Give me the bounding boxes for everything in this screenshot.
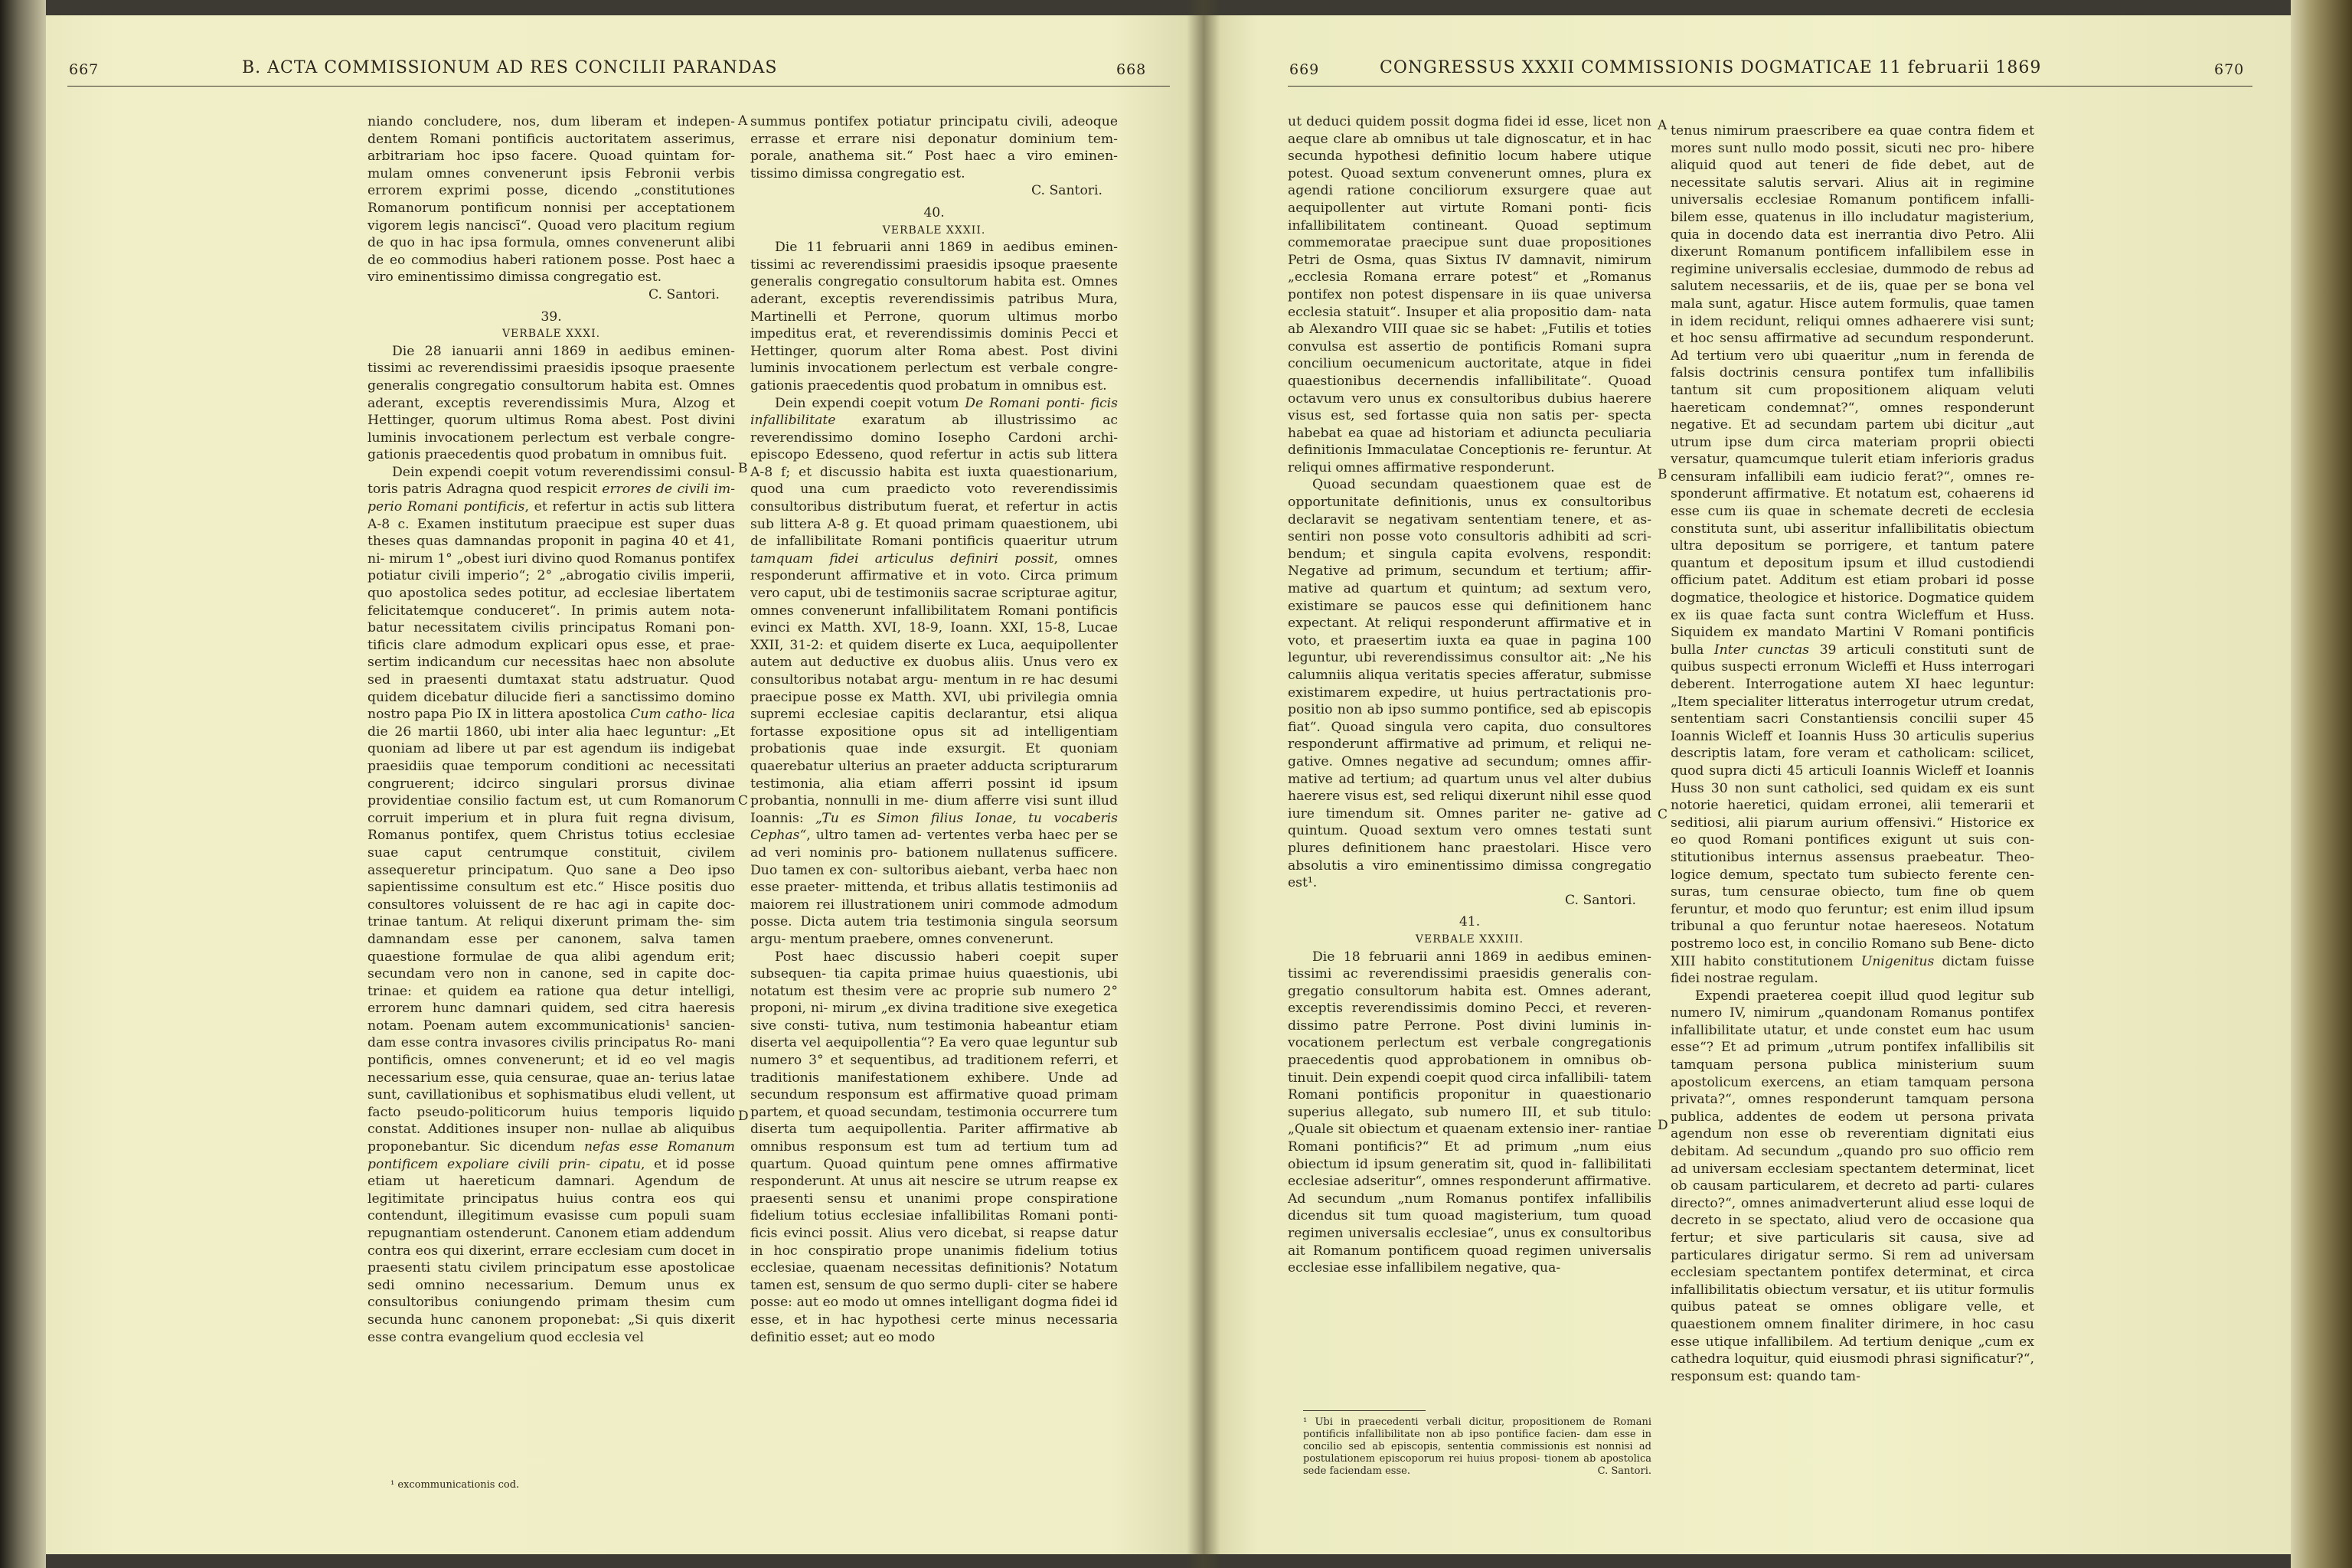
footnote-rule [1303,1410,1426,1411]
paragraph: Die 28 ianuarii anni 1869 in aedibus eminen- tissimi ac reverendissimi praesidis ipsoque praesente generalis congregatio consultorum habita est. Omnes aderant, exceptis reverendissimis Mura, Alzog et Hettinger, quorum ultimus Roma abest. Post divini luminis invocationem perlectum est verbale congre- gationis praecedentis quod probatum in omnibus fuit. [368,343,735,463]
margin-marker-b: B [738,461,748,476]
book-gutter [1187,0,1220,1568]
section-title: VERBALE XXXIII. [1415,933,1524,946]
left-page-header [67,55,1170,87]
section-number: 39. [541,309,562,325]
paragraph: ut deduci quidem possit dogma fidei id esse, licet non aeque clare ab omnibus ut tale dignoscatur, et in hac secunda hypothesi definitio locum habere utique potest. Quoad sextum convenerunt omnes, plura ex agendi ratione conciliorum exsurgere quae aut aequipollenter aut virtute Romani ponti- ficis infallibilitatem contineant. Quoad septimum commemoratae praecipue sunt duae propositiones Petri de Osma, quas Sixtus IV damnavit, nimirum „ecclesia Romana errare potest“ et „Romanus pontifex non potest dispensare in iis quae universa ecclesia statuit“. Insuper et alia propositio dam- nata ab Alexandro VIII quae sic se habet: „Futilis et toties convulsa est assertio de pontificis Romani supra concilium oecumenicum auctoritate, atque in fidei quaestionibus decernendis infallibilitate“. Quoad octavum vero unus ex consultoribus dubius haerere visus est, sed fortasse quia non satis per- specta habebat ea quae ad historiam et adiuncta peculiaria definitionis Immaculatae Conceptionis re- feruntur. At reliqui omnes affirmative responderunt. [1288,114,1651,475]
margin-marker-a: A [1658,118,1668,133]
page-number-667: 667 [69,61,100,78]
left-page [46,15,1204,1554]
margin-marker-a: A [738,113,748,129]
margin-marker-d: D [738,1109,749,1124]
section-title: VERBALE XXXII. [882,224,986,237]
footnote-signature: C. Santori. [1597,1465,1651,1477]
book-edge-left [0,0,46,1568]
page-number-669: 669 [1289,61,1320,78]
page-number-670: 670 [2214,61,2245,78]
section-number: 41. [1459,914,1481,930]
right-page-column-2 [1671,122,2034,1385]
paragraph: Dein expendi coepit votum reverendissimi consul- toris patris Adragna quod respicit errores de civili im- perio Romani pontificis, et refertur in actis sub littera A-8 c. Examen institutum praecipue est super duas theses quas damnandas proponit in pagina 40 et 41, ni- mirum 1° „obest iuri divino quod Romanus pontifex potiatur civili imperio“; 2° „abrogatio civilis imperii, quo apostolica sedes potitur, ad ecclesiae libertatem felicitatemque conduceret“. In primis autem nota- batur necessitatem civilis principatus Romani pon- tificis clare admodum explicari opus esse, et prae- sertim indicandum cur necessitas haec non absolute sed in praesenti dumtaxat statu adstruatur. Quod quidem dicebatur dilucide fieri a sanctissimo domino nostro papa Pio IX in littera apostolica Cum catho- lica die 26 martii 1860, ubi inter alia haec leguntur: „Et quoniam ad libere ut par est agendum iis indigebat praesidiis quae temporum conditioni ac necessitati congruerent; idcirco singulari prorsus divinae providentiae consilio factum est, ut cum Romanorum corruit imperium et in plura fuit regna divisum, Romanus pontifex, quem Christus totius ecclesiae suae caput centrumque constituit, civilem assequeretur principatum. Quo sane a Deo ipso sapientissime consultum est etc.“ Hisce positis duo consultores voluissent de re hac agi in capite doc- trinae tantum. At reliqui dixerunt primam the- sim damnandam esse per canonem, salva tamen quaestione formulae de qua alibi agendum erit; secundam vero non in canone, sed in capite doc- trinae: et quidem ea ratione qua detur intelligi, errorem hunc damnari quidem, sed citra haeresis notam. Poenam autem excommunicationis¹ sancien- dam esse contra invasores civilis principatus Ro- mani pontificis, omnes convenerunt; et id eo vel magis necessarium esse, quia censurae, quae an- terius latae sunt, cavillationibus et sophismatibus eludi vellent, ut facto pseudo-politicorum huius temporis liquido constat. Additiones insuper non- nullae ab aliquibus proponebantur. Sic dicendum nefas esse Romanum pontificem expoliare civili prin- cipatu, et id posse etiam ut haereticum damnari. Agendum de legitimitate principatus huius contra eos qui contendunt, illegitimum evasisse cum populi suam repugnantiam ostenderunt. Canonem etiam addendum contra eos qui dixerint, errare ecclesiam cum docet in praesenti statu civilem principatum esse apostolicae sedi omnino necessarium. Demum unus ex consultoribus coniungendo primam thesim cum secunda hunc canonem proponebat: „Si quis dixerit esse contra evangelium quod ecclesia vel [368,464,736,1345]
left-running-title: B. ACTA COMMISSIONUM AD RES CONCILII PARANDAS [242,58,778,77]
left-page-column-2 [750,113,1118,1346]
paragraph: summus pontifex potiatur principatu civili, adeoque errasse et errare nisi deponatur dominium tem- porale, anathema sit.“ Post haec a viro eminen- tissimo dimissa congregatio est. [750,114,1118,181]
left-page-column-1 [368,113,735,1346]
margin-marker-d: D [1658,1118,1668,1133]
signature: C. Santori. [1031,183,1102,199]
book-edge-right [2291,0,2352,1568]
right-page-header [1288,55,2252,87]
section-number: 40. [923,204,945,220]
margin-marker-c: C [738,793,749,808]
margin-marker-b: B [1658,467,1668,482]
section-title: VERBALE XXXI. [501,328,601,341]
paragraph: niando concludere, nos, dum liberam et indepen- dentem Romani pontificis auctoritatem asserimus, arbitrariam hoc ipso facere. Quoad quintam for- mulam omnes convenerunt ipsis Febronii verbis errorem exprimi posse, dicendo „constitutiones Romanorum pontificum nonnisi per acceptationem vigorem legis nanciscī“. Quoad vero placitum regium de quo in hac ipsa formula, omnes convenerunt alibi de eo commodius haberi rationem posse. Post haec a viro eminentissimo dimissa congregatio est. [368,114,735,286]
paragraph: Expendi praeterea coepit illud quod legitur sub numero IV, nimirum „quandonam Romanus pontifex infallibilitate utatur, et unde constet eum hac usum esse“? Et ad primum „utrum pontifex infallibilis sit tamquam persona publica ministerium suum apostolicum exercens, an etiam tamquam persona privata?“, omnes responderunt tamquam persona publica, addentes de eodem ut persona privata agendum non esse ob reverentiam dignitati eius debitam. Ad secundum „quando pro suo officio rem ad universam ecclesiam spectantem determinat, licet ob causam particularem, et decreto ad parti- culares directo?“, omnes animadverterunt aliud esse loqui de decreto in se spectato, aliud vero de occasione qua fertur; et sive particularis sit causa, sive ad particulares dirigatur sermo. Si rem ad universam ecclesiam spectantem pontifex determinat, et circa infallibilitatis obiectum versatur, et iis utitur formulis quibus pateat se omnes obligare velle, et quaestionem omnem finaliter dirimere, in hoc casu esse utique infallibilem. Ad tertium denique „cum ex cathedra loquitur, quid eiusmodi phrasi significatur?“, responsum est: quando tam- [1671,988,2034,1384]
page-number-668: 668 [1116,61,1147,78]
paragraph: Die 18 februarii anni 1869 in aedibus eminen- tissimi ac reverendissimi praesidis generalis con- gregatio consultorum habita est. Omnes aderant, exceptis reverendissimis domino Pecci, et reveren- dissimo patre Perrone. Post divini luminis in- vocationem perlectum est verbale congregationis praecedentis quod approbationem in omnibus ob- tinuit. Dein expendi coepit quod circa infallibili- tatem Romani pontificis proponitur in quaestionario superius allegato, sub numero III, et sub titulo: „Quale sit obiectum et quaenam extensio iner- rantiae Romani pontificis?“ Et ad primum „num eius obiectum id ipsum generatim sit, quod in- fallibilitati ecclesiae adseritur“, omnes responderunt affirmative. Ad secundum „num Romanus pontifex infallibilis dicendus sit tum quoad magisterium, tum quoad regimen universalis ecclesiae“, unus ex consultoribus ait Romanum pontificem quoad regimen universalis ecclesiae esse infallibilem negative, qua- [1288,949,1651,1276]
right-running-title: CONGRESSUS XXXII COMMISSIONIS DOGMATICAE 11 februarii 1869 [1380,58,2042,77]
right-page [1204,15,2291,1554]
margin-marker-c: C [1658,807,1668,822]
signature: C. Santori. [648,286,720,302]
paragraph: Dein expendi coepit votum De Romani ponti- ficis infallibilitate exaratum ab illustrissimo ac reverendissimo domino Iosepho Cardoni archi- episcopo Edesseno, quod refertur in actis sub littera A-8 f; et discussio habita est iuxta quaestionarium, quod una cum praedicto voto reverendissimis consultoribus distributum fuerat, et refertur in actis sub littera A-8 g. Et quoad primam quaestionem, ubi de infallibilitate Romani pontificis quaeritur utrum tamquam fidei articulus definiri possit, omnes responderunt affirmative et in voto. Circa primum vero caput, ubi de testimoniis sacrae scripturae agitur, omnes convenerunt infallibilitatem Romani pontificis evinci ex Matth. XVI, 18-9, Ioann. XXI, 15-8, Lucae XXII, 31-2: et quidem diserte ex Luca, aequipollenter autem aut deductive ex duobus aliis. Unus vero ex consultoribus notabat argu- mentum in re hac desumi praecipue posse ex Matth. XVI, ubi privilegia omnia supremi ecclesiae capitis declarantur, etsi aliqua fortasse expositione opus sit ad intelligentiam probationis quae inde exsurgit. Et quoniam quaerebatur ulterius an praeter adducta scripturarum testimonia, alia etiam afferri possint id ipsum probantia, nonnulli in me- dium afferre visi sunt illud Ioannis: „Tu es Simon filius Ionae, tu vocaberis Cephas“, ultro tamen ad- vertentes verba haec per se ad veri nominis pro- bationem nullatenus sufficere. Duo tamen ex con- sultoribus aiebant, verba haec non esse praeter- mittenda, et tribus allatis testimoniis ad maiorem rei illustrationem uniri commode admodum posse. Dicta autem tria testimonia singula seorsum argu- mentum praebere, omnes convenerunt. [750,395,1118,947]
signature: C. Santori. [1565,892,1636,908]
paragraph: tenus nimirum praescribere ea quae contra fidem et mores sunt nullo modo possit, sicuti nec pro- hibere aliquid quod aut teneri de fide debet, aut de necessitate salutis servari. Alius ait in regimine universalis ecclesiae Romanum pontificem infalli- bilem esse, quatenus in illo includatur magisterium, quia in docendo data est inerrantia divo Petro. Alii dixerunt Romanum pontificem infallibilem esse in regimine universalis ecclesiae, dummodo de rebus ad salutem necessariis, et de iis, quae per se bona vel mala sunt, agatur. Hisce autem formulis, quae tamen in idem recidunt, reliqui omnes adhaerere visi sunt; et hoc sensu affirmative ad secundum responderunt. Ad tertium vero ubi quaeritur „num in ferenda de falsis doctrinis censura pontifex tum infallibilis tantum sit cum propositionem aliquam veluti haereticam condemnat?“, omnes responderunt negative. Et ad secundam partem ubi dicitur „aut utrum ipse dum circa materiam proprii obiecti versatur, quamcumque tulerit etiam inferioris gradus censuram infallibili eam iudicio ferat?“, omnes re- sponderunt affirmative. Et notatum est, cohaerens id esse cum iis quae in schemate decreti de ecclesia constituta sunt, ubi asseritur infallibilitatis obiectum ultra depositum se porrigere, et tantum patere quantum et depositum ipsum et illud custodiendi officium patet. Additum est etiam probari id posse dogmatice, theologice et historice. Dogmatice quidem ex iis quae facta sunt contra Wicleffum et Huss. Siquidem ex mandato Martini V Romani pontificis bulla Inter cunctas 39 articuli constituti sunt de quibus suspecti erronum Wicleffi et Huss interrogari deberent. Interrogatione autem XI haec leguntur: „Item specialiter litteratus interrogetur utrum credat, sententiam sacri Constantiensis concilii super 45 Ioannis Wicleff et Ioannis Huss 30 articulis superius descriptis latam, fore veram et catholicam: scilicet, quod supra dicti 45 articuli Ioannis Wicleff et Ioannis Huss 30 non sunt catholici, sed quidam ex eis sunt notorie haeretici, quidam erronei, alii temerarii et seditiosi, alii piarum aurium offensivi.“ Historice ex eo quod Romani pontifices exigunt ut suis con- stitutionibus internus assensus praebeatur. Theo- logice demum, spectato tum subiecto ferente cen- suras, tum censurae obiecto, tum fine ob quem feruntur, et modo quo feruntur; est enim illud ipsum tribunal a quo feruntur notae haereseos. Notatum postremo loco est, in concilio Romano sub Bene- dicto XIII habito constitutionem Unigenitus dictam fuisse fidei nostrae regulam. [1671,123,2035,987]
footnote: ¹ Ubi in praecedenti verbali dicitur, propositionem de Romani pontificis infallibilitate non ab ipso pontifice facien- dam esse in concilio sed ab episcopis, sententia commissionis est nonnisi ad postulationem episcoporum rei huius proposi- tionem ab apostolica sede faciendam esse. C. Santori. [1303,1416,1651,1477]
right-page-column-1 [1288,113,1651,1277]
footnote: ¹ excommunicationis cod. [390,1479,520,1491]
paragraph: Post haec discussio haberi coepit super subsequen- tia capita primae huius quaestionis, ubi notatum est thesim vere ac proprie sub numero 2° proponi, ni- mirum „ex divina traditione sive exegetica sive consti- tutiva, num testimonia habeantur etiam diserta vel aequipollentia“? Ea vero quae leguntur sub numero 3° et sequentibus, ad traditionem referri, et traditionis manifestationem exhibere. Unde ad secundum responsum est affirmative quoad primam partem, et quoad secundam, testimonia occurrere tum diserta tum aequipollentia. Pariter affirmative ab omnibus responsum est tum ad tertium tum ad quartum. Quoad quintum pene omnes affirmative responderunt. At unus ait nescire se utrum reapse ex praesenti sensu et unanimi prope conspiratione fidelium totius ecclesiae infallibilitas Romani ponti- ficis evinci possit. Alius vero dicebat, si reapse datur in hoc conspiratio prope unanimis fidelium totius ecclesiae, quaenam necessitas definitionis? Notatum tamen est, sensum de quo sermo dupli- citer se habere posse: aut eo modo ut omnes intelligant dogma fidei id esse, et in hac hypothesi certe minus necessaria definitio esset; aut eo modo [750,949,1118,1345]
paragraph: Quoad secundam quaestionem quae est de opportunitate definitionis, unus ex consultoribus declaravit se negativam sententiam tenere, et as- sentiri non posse voto consultoris adhibiti ad scri- bendum; et singula capita evolvens, respondit: Negative ad primum, secundum et tertium; affir- mative ad quartum et quintum; ad sextum vero, existimare se paucos esse qui definitionem hanc expectant. At reliqui responderunt affirmative et in voto, et praesertim iuxta ea quae in pagina 100 leguntur, ubi reverendissimus consultor ait: „Ne his calumniis aliqua veritatis species afferatur, submisse existimarem expedire, ut huius pertractationis pro- positio non ab ipso summo pontifice, sed ab episcopis fiat“. Quoad singula vero capita, duo consultores responderunt affirmative ad primum, et reliqui ne- gative. Omnes negative ad secundum; omnes affir- mative ad tertium; ad quartum unus vel alter dubius haerere visus est, sed reliqui dixerunt nihil esse quod iure timendum sit. Omnes pariter ne- gative ad quintum. Quoad sextum vero omnes testati sunt plures definitionem hanc praestolari. Hisce vero absolutis a viro eminentissimo dimissa congregatio est¹. [1288,477,1651,891]
paragraph: Die 11 februarii anni 1869 in aedibus eminen- tissimi ac reverendissimi praesidis ipsoque praesente generalis congregatio consultorum habita est. Omnes aderant, exceptis reverendissimis patribus Mura, Martinelli et Perrone, quorum ultimus morbo impeditus erat, et reverendissimis dominis Pecci et Hettinger, quorum alter Roma abest. Post divini luminis invocationem perlectum est verbale congre- gationis praecedentis quod probatum in omnibus est. [750,240,1118,394]
